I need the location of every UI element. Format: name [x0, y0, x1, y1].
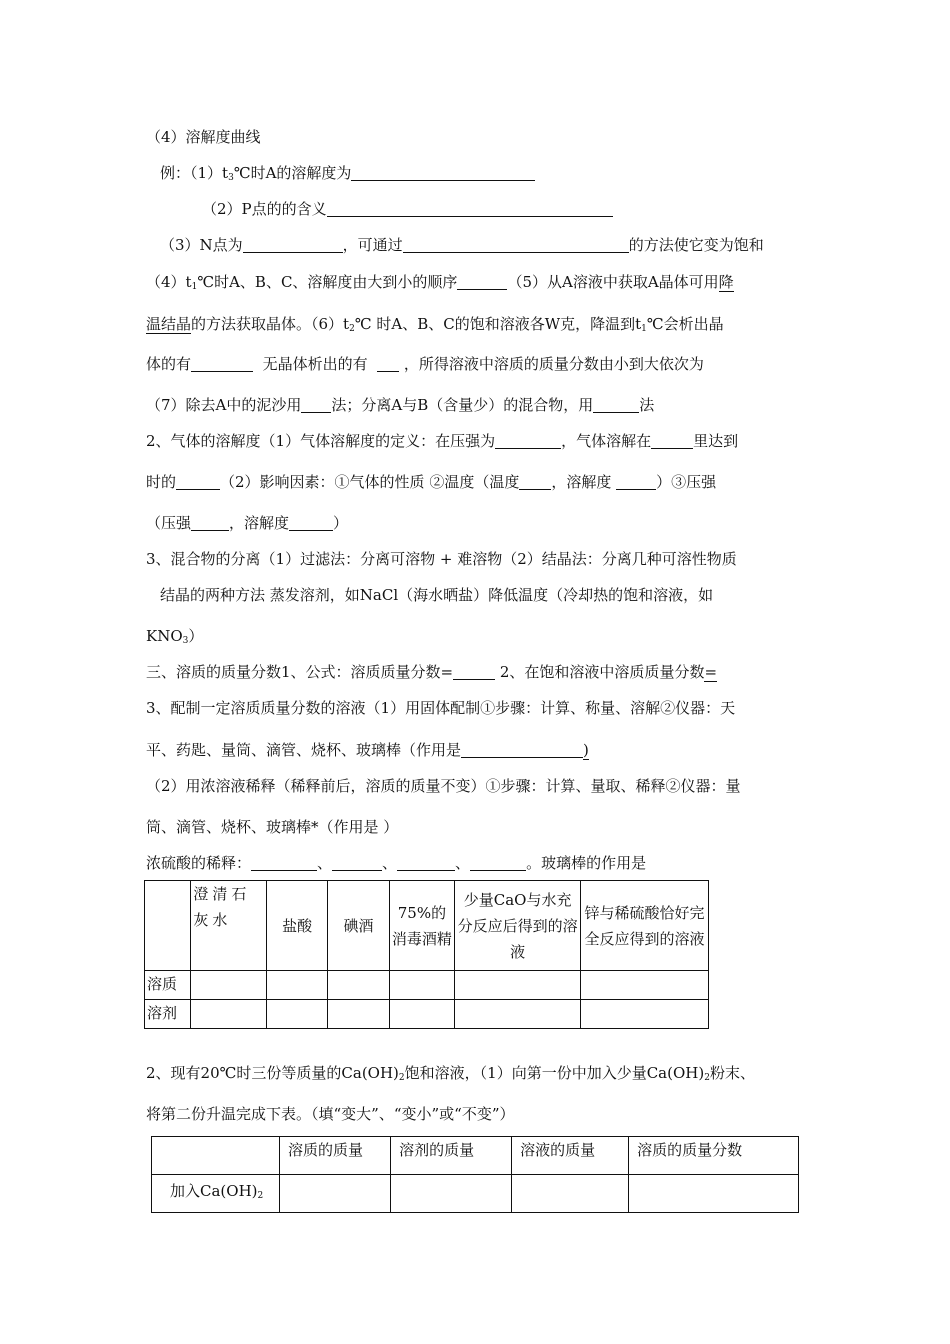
table1-cell[interactable] — [389, 1000, 454, 1029]
table1-header-empty — [145, 881, 191, 971]
blank[interactable] — [327, 200, 613, 217]
table1-header: 碘酒 — [328, 881, 389, 971]
line-instruments: 平、药匙、量筒、滴管、烧杯、玻璃棒（作用是 ) — [146, 741, 589, 759]
blank[interactable] — [403, 236, 629, 253]
table1-row-label: 溶质 — [145, 971, 191, 1000]
blank[interactable] — [470, 854, 526, 871]
line-kno3: $KNO_3$） — [146, 627, 204, 646]
blank[interactable] — [461, 741, 583, 758]
blank[interactable] — [191, 514, 229, 531]
line-example-1: 例：$(1)t_3℃$时A的溶解度为 — [160, 163, 535, 188]
table2-header: 溶剂的质量 — [391, 1137, 512, 1175]
table1-cell[interactable] — [455, 1000, 581, 1029]
line-solubility-curve: （4）溶解度曲线 — [146, 128, 261, 146]
solute-solvent-table — [144, 880, 709, 1029]
line-gas-solubility: 2、气体的溶解度（1）气体溶解度的定义：在压强为 ，气体溶解在 里达到 — [146, 432, 739, 450]
caoh2-table — [151, 1136, 799, 1213]
table2-row-label: 加入$Ca(OH)_2$ — [152, 1175, 280, 1213]
table1-cell[interactable] — [455, 971, 581, 1000]
line-mass-fraction: 三、溶质的质量分数1、公式：溶质质量分数= 2、在饱和溶液中溶质质量分数= — [146, 663, 718, 681]
line-crystallization: 结晶的两种方法 蒸发溶剂，如NaCl（海水晒盐）降低温度（冷却热的饱和溶液，如 — [160, 586, 714, 604]
line-gas-factors: 时的 （2）影响因素：①气体的性质 ②温度（温度 ，溶解度 ）③压强 — [146, 473, 717, 491]
blank[interactable] — [251, 854, 317, 871]
blank[interactable] — [457, 273, 507, 290]
line-example-6: 温结晶的方法获取晶体。$(6)t_2℃$ 时A、B、C的饱和溶液各W克，降温到$t_1℃$会析出晶 — [146, 315, 724, 334]
blank[interactable] — [397, 854, 455, 871]
table2-cell[interactable] — [512, 1175, 629, 1213]
blank[interactable] — [332, 854, 382, 871]
table2-header: 溶质的质量分数 — [629, 1137, 799, 1175]
blank[interactable] — [453, 663, 495, 680]
blank[interactable] — [616, 473, 656, 490]
table1-header: 澄清石灰水 — [191, 881, 267, 971]
line-example-3: （3）N点为 ，可通过 的方法使它变为饱和 — [160, 236, 764, 254]
blank[interactable] — [301, 396, 331, 413]
line-dilution: （2）用浓溶液稀释（稀释前后，溶质的质量不变）①步骤：计算、量取、稀释②仪器：量 — [146, 777, 741, 795]
table1-header: 锌与稀硫酸恰好完全反应得到的溶液 — [581, 881, 709, 971]
table1-header: 少量CaO与水充分反应后得到的溶液 — [455, 881, 581, 971]
table1-cell[interactable] — [266, 1000, 327, 1029]
table1-cell[interactable] — [581, 971, 709, 1000]
table1-cell[interactable] — [191, 1000, 267, 1029]
table2-header: 溶质的质量 — [280, 1137, 391, 1175]
table2-header-empty — [152, 1137, 280, 1175]
line-example-6b: 体的有 无晶体析出的有 ，所得溶液中溶质的质量分数由小到大依次为 — [146, 355, 704, 373]
line-pressure: （压强 ，溶解度 ） — [146, 514, 349, 532]
line-example-4: $(4)t_1℃$时A、B、C、溶解度由大到小的顺序 （5）从A溶液中获取A晶体可用降 — [146, 273, 734, 292]
blank[interactable] — [495, 432, 561, 449]
line-prep-solid: 3、配制一定溶质质量分数的溶液（1）用固体配制①步骤：计算、称量、溶解②仪器：天 — [146, 699, 736, 717]
blank[interactable] — [243, 236, 343, 253]
line-example-7: （7）除去A中的泥沙用 法；分离A与B（含量少）的混合物，用 法 — [146, 396, 655, 414]
line-separation: 3、混合物的分离（1）过滤法：分离可溶物 + 难溶物（2）结晶法：分离几种可溶性物质 — [146, 550, 737, 568]
line-example-2: （2）P点的的含义 — [202, 199, 613, 219]
table1-cell[interactable] — [191, 971, 267, 1000]
table1-cell[interactable] — [266, 971, 327, 1000]
table1-header: 75%的消毒酒精 — [389, 881, 454, 971]
blank[interactable] — [191, 355, 253, 372]
line-dilution-instruments: 筒、滴管、烧杯、玻璃棒*（作用是 ） — [146, 818, 399, 836]
blank[interactable] — [176, 473, 220, 490]
table2-header: 溶液的质量 — [512, 1137, 629, 1175]
line-fill-table: 将第二份升温完成下表。（填“变大”、“变小”或“不变”） — [146, 1105, 515, 1123]
table1-cell[interactable] — [581, 1000, 709, 1029]
table1-cell[interactable] — [389, 971, 454, 1000]
line-sulfuric-acid: 浓硫酸的稀释： 、 、 、 。玻璃棒的作用是 — [146, 854, 647, 872]
blank[interactable] — [377, 355, 399, 372]
table1-cell[interactable] — [328, 1000, 389, 1029]
table1-header: 盐酸 — [266, 881, 327, 971]
table2-cell[interactable] — [391, 1175, 512, 1213]
table2-cell[interactable] — [280, 1175, 391, 1213]
table1-cell[interactable] — [328, 971, 389, 1000]
table2-cell[interactable] — [629, 1175, 799, 1213]
blank[interactable] — [351, 164, 535, 181]
blank[interactable] — [519, 473, 551, 490]
blank[interactable] — [651, 432, 693, 449]
table1-row-label: 溶剂 — [145, 1000, 191, 1029]
line-caoh2-question: 2、现有20℃时三份等质量的$Ca(OH)_2$饱和溶液，（1）向第一份中加入少量$Ca(OH)_2$粉末、 — [146, 1064, 755, 1083]
blank[interactable] — [593, 396, 639, 413]
blank[interactable] — [289, 514, 333, 531]
